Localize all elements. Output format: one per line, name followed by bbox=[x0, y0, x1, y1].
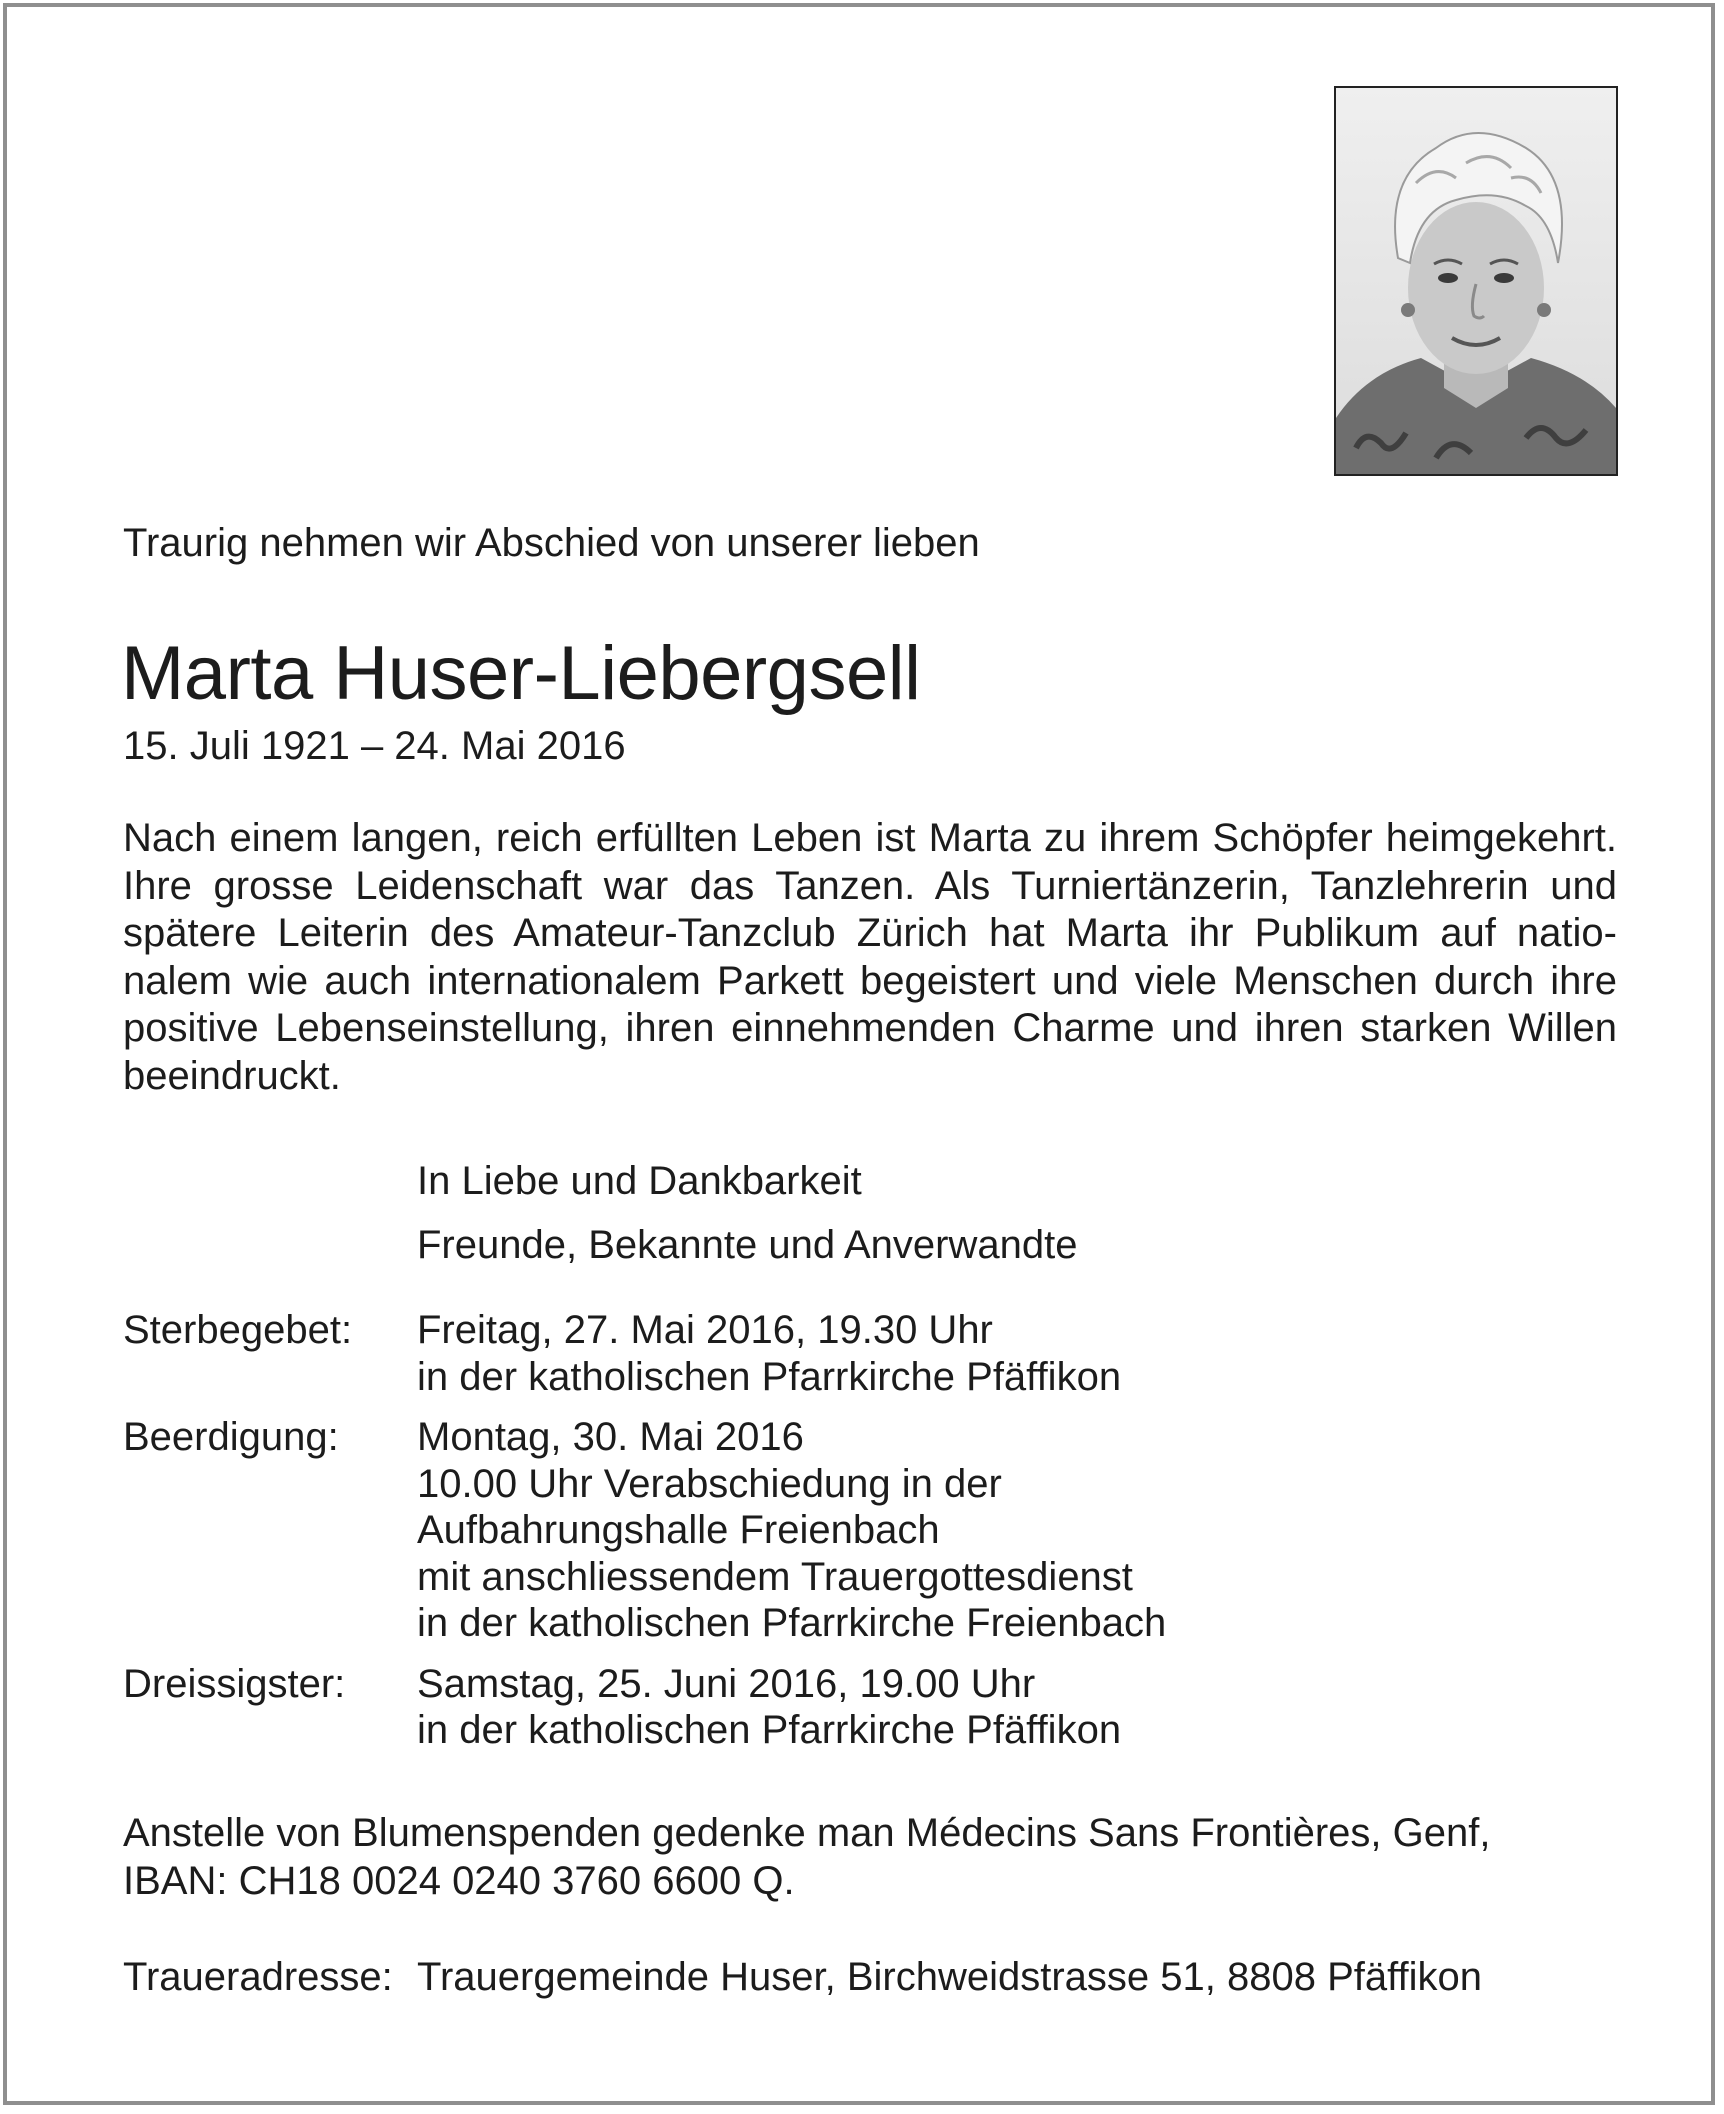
paragraph-line: beeindruckt. bbox=[123, 1053, 341, 1098]
paragraph-line: Nach einem langen, reich erfüllten Leben ist Marta zu ihrem Schöpfer heimgekehrt. bbox=[123, 816, 1617, 860]
event-line: Samstag, 25. Juni 2016, 19.00 Uhr bbox=[417, 1661, 1036, 1706]
biography-paragraph bbox=[123, 815, 1617, 1100]
event-funeral bbox=[123, 1414, 1166, 1647]
donation-note bbox=[123, 1809, 1490, 1905]
portrait-photo bbox=[1334, 86, 1618, 476]
mourning-address bbox=[123, 1953, 1482, 2001]
event-label: Sterbegebet: bbox=[123, 1308, 353, 1352]
donation-line: Anstelle von Blumenspenden gedenke man Médecins Sans Frontières, Genf, bbox=[123, 1811, 1491, 1855]
closing-line: In Liebe und Dankbarkeit bbox=[417, 1159, 862, 1203]
event-line: in der katholischen Pfarrkirche Freienbach bbox=[417, 1601, 1167, 1645]
address-label: Traueradresse: bbox=[123, 1955, 393, 1999]
life-dates: 15. Juli 1921 – 24. Mai 2016 bbox=[123, 724, 626, 768]
event-label: Dreissigster: bbox=[123, 1661, 346, 1706]
event-thirtieth-day bbox=[123, 1661, 1166, 1754]
event-prayer bbox=[123, 1307, 1166, 1400]
donation-line: IBAN: CH18 0024 0240 3760 6600 Q. bbox=[123, 1859, 795, 1903]
event-line: mit anschliessendem Trauergottesdienst bbox=[417, 1554, 1133, 1599]
closing-line: Freunde, Bekannte und Anverwandte bbox=[417, 1223, 1078, 1267]
event-line: 10.00 Uhr Verabschiedung in der bbox=[417, 1461, 1002, 1506]
event-line: in der katholischen Pfarrkirche Pfäffikon bbox=[417, 1708, 1122, 1752]
deceased-name: Marta Huser-Liebergsell bbox=[121, 631, 921, 716]
event-line: Aufbahrungshalle Freienbach bbox=[417, 1508, 940, 1552]
paragraph-line: positive Lebenseinstellung, ihren einnehmenden Charme und ihren starken Willen bbox=[123, 1006, 1617, 1050]
event-line: Montag, 30. Mai 2016 bbox=[417, 1415, 804, 1459]
event-line: Freitag, 27. Mai 2016, 19.30 Uhr bbox=[417, 1308, 993, 1352]
intro-text: Traurig nehmen wir Abschied von unserer lieben bbox=[123, 521, 980, 565]
events-list bbox=[123, 1307, 1166, 1754]
obituary-notice bbox=[3, 3, 1715, 2105]
event-line: in der katholischen Pfarrkirche Pfäffikon bbox=[417, 1354, 1122, 1399]
address-value: Trauergemeinde Huser, Birchweidstrasse 51, 8808 Pfäffikon bbox=[417, 1955, 1483, 1999]
closing-signature bbox=[417, 1149, 1077, 1277]
event-label: Beerdigung: bbox=[123, 1415, 339, 1459]
paragraph-line: Ihre grosse Leidenschaft war das Tanzen. Als Turniertänzerin, Tanzlehrerin und bbox=[123, 863, 1617, 908]
paragraph-line: nalem wie auch internationalem Parkett begeistert und viele Menschen durch ihre bbox=[123, 958, 1617, 1003]
paragraph-line: spätere Leiterin des Amateur-Tanzclub Zürich hat Marta ihr Publikum auf natio- bbox=[123, 911, 1617, 955]
portrait-image bbox=[1336, 88, 1616, 474]
